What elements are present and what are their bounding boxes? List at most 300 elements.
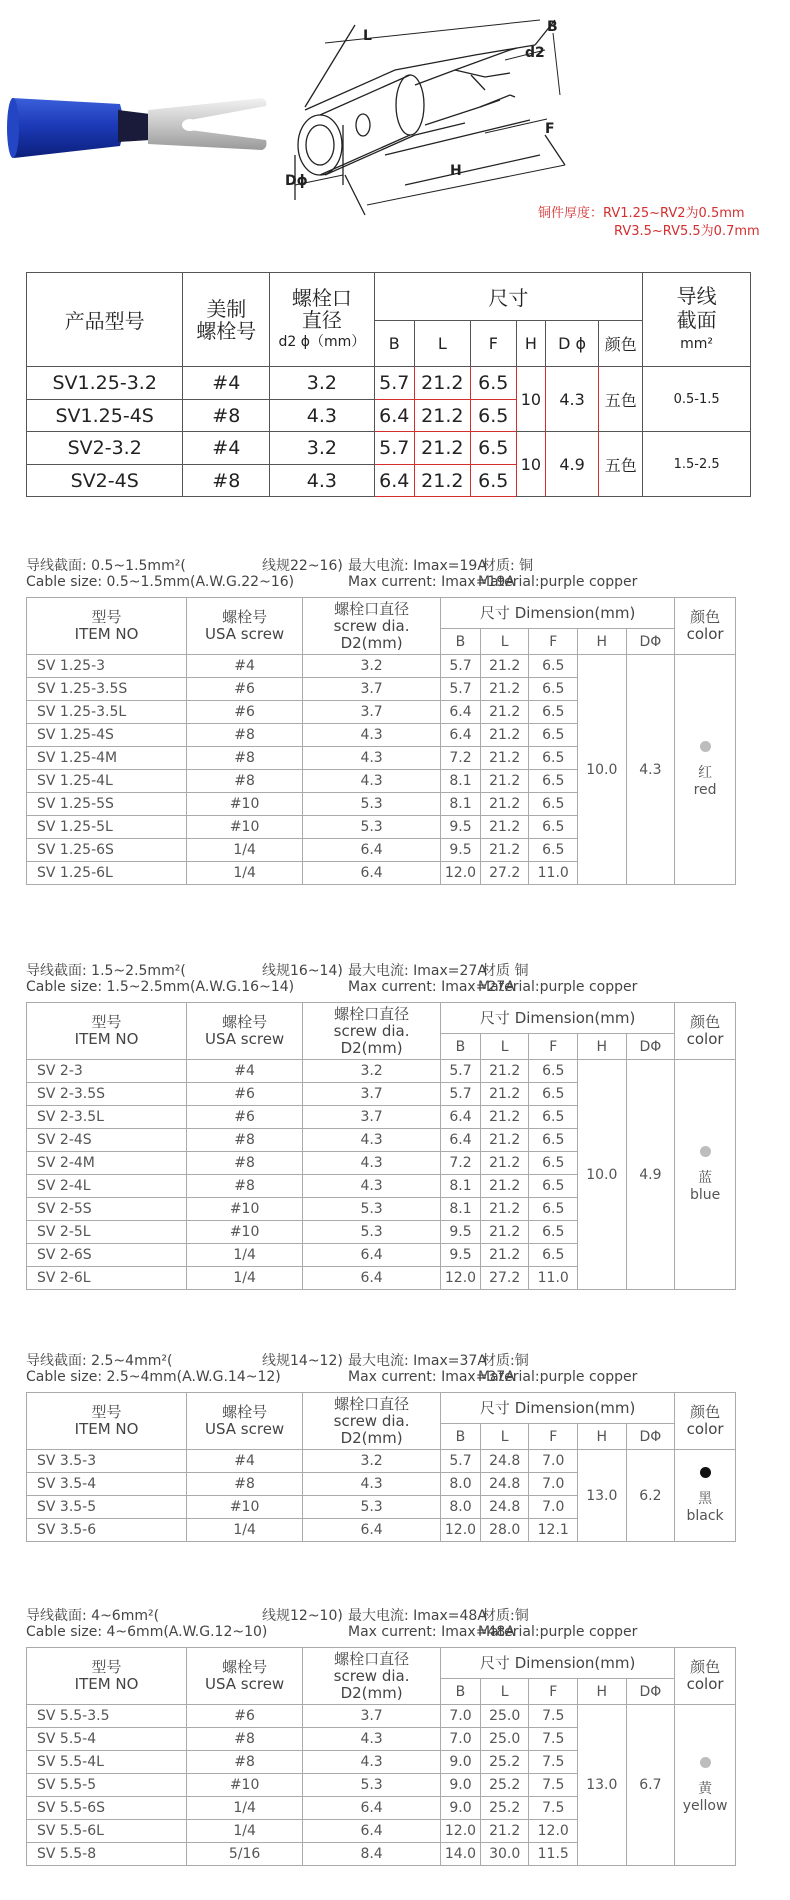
th-screw-dia-unit: d2 ϕ（mm） (278, 333, 366, 350)
th-color (675, 1003, 736, 1060)
cell-item: SV 5.5-8 (27, 1843, 187, 1866)
cell-L: 21.2 (480, 1152, 529, 1175)
cell-H: 10.0 (578, 655, 627, 885)
heading-cn-part: 最大电流: Imax=37A (348, 1353, 487, 1369)
th-screw-dia-cn: 螺栓口 直径 (291, 285, 352, 332)
th-L: L (415, 321, 471, 367)
cell-L: 21.2 (415, 432, 471, 465)
cell-d2: 4.3 (303, 747, 441, 770)
cell-B: 9.5 (441, 1221, 481, 1244)
cell-F: 7.0 (529, 1473, 578, 1496)
header-text: color (686, 1675, 724, 1693)
cell-F: 7.5 (529, 1797, 578, 1820)
cell-B: 12.0 (441, 1820, 481, 1843)
cell-item: SV 2-4S (27, 1129, 187, 1152)
label-F: F (545, 121, 555, 137)
header-text: D2(mm) (340, 1038, 403, 1057)
cell-screw: #4 (183, 367, 270, 400)
header-text: ITEM NO (74, 1030, 139, 1048)
th-color (675, 1393, 736, 1450)
cell-screw: #8 (187, 1751, 303, 1774)
heading-cn-part: 材质: 铜 (482, 558, 534, 574)
cell-F: 6.5 (529, 655, 578, 678)
table-row (27, 655, 736, 678)
cell-L: 30.0 (480, 1843, 529, 1866)
cell-screw: #10 (187, 1198, 303, 1221)
cell-screw: #4 (187, 1450, 303, 1473)
cell-F: 6.5 (529, 1152, 578, 1175)
cell-L: 21.2 (480, 1244, 529, 1267)
cell-screw: 1/4 (187, 1820, 303, 1843)
cell-item: SV 2-5L (27, 1221, 187, 1244)
cell-B: 5.7 (374, 367, 415, 400)
cell-d2: 6.4 (303, 1820, 441, 1843)
cell-screw: #6 (187, 678, 303, 701)
cell-B: 9.5 (441, 1244, 481, 1267)
th-dim-col: L (480, 629, 529, 655)
terminal-photo (0, 70, 280, 170)
header-text: 颜色 (690, 1658, 721, 1676)
cell-item: SV 1.25-3 (27, 655, 187, 678)
header-text: screw dia. (333, 1021, 410, 1040)
cell-screw: #8 (187, 1152, 303, 1175)
cell-F: 6.5 (470, 367, 516, 400)
header-text: 型号 (91, 1403, 122, 1421)
cell-screw: 1/4 (187, 1244, 303, 1267)
cell-d2: 3.2 (270, 432, 374, 465)
cell-L: 21.2 (480, 770, 529, 793)
header-text: 颜色 (690, 1013, 721, 1031)
cell-screw: #8 (183, 465, 270, 497)
cell-item: SV 1.25-3.5L (27, 701, 187, 724)
header-text: 型号 (91, 608, 122, 626)
th-dimension: 尺寸 Dimension(mm) (441, 1003, 675, 1034)
cell-F: 11.0 (529, 862, 578, 885)
heading-cn-part: 最大电流: Imax=27A (348, 963, 487, 979)
label-d2: d2 (525, 45, 545, 61)
cell-B: 12.0 (441, 862, 481, 885)
header-text: D2(mm) (340, 1683, 403, 1702)
cell-d2: 4.3 (303, 770, 441, 793)
header-text: 螺栓口直径 (334, 1649, 410, 1668)
cell-d2: 6.4 (303, 862, 441, 885)
table-row (27, 1450, 736, 1473)
cell-B: 9.5 (441, 816, 481, 839)
cell-D: 4.3 (545, 367, 598, 432)
cell-L: 25.2 (480, 1797, 529, 1820)
cell-model: SV2-4S (27, 465, 183, 497)
cell-B: 9.0 (441, 1751, 481, 1774)
cell-L: 21.2 (480, 724, 529, 747)
cell-D: 4.9 (626, 1060, 675, 1290)
header-text: color (686, 625, 724, 643)
th-dim-col: H (578, 1424, 627, 1450)
heading-cn-part: 材质 铜 (482, 963, 529, 979)
cell-color: 五色 (599, 432, 643, 497)
cell-L: 21.2 (480, 655, 529, 678)
cell-L: 24.8 (480, 1450, 529, 1473)
cell-screw: #6 (187, 1083, 303, 1106)
th-screw (187, 1003, 303, 1060)
table-row (27, 367, 751, 400)
color-dot-icon (700, 741, 711, 752)
th-dim-col: H (578, 629, 627, 655)
cell-B: 5.7 (374, 432, 415, 465)
cell-B: 8.0 (441, 1496, 481, 1519)
cell-B: 9.0 (441, 1774, 481, 1797)
cell-d2: 3.7 (303, 678, 441, 701)
color-en: blue (689, 1187, 721, 1203)
th-F: F (470, 321, 516, 367)
cell-item: SV 2-3.5L (27, 1106, 187, 1129)
cell-screw: #8 (187, 1175, 303, 1198)
cell-d2: 5.3 (303, 816, 441, 839)
cell-L: 21.2 (480, 678, 529, 701)
color-dot-icon (700, 1467, 711, 1478)
header-text: 螺栓号 (222, 1013, 268, 1031)
cell-F: 6.5 (529, 701, 578, 724)
th-H: H (516, 321, 545, 367)
table-header-row (27, 598, 736, 629)
cell-F: 6.5 (529, 1198, 578, 1221)
cell-screw: #4 (187, 1060, 303, 1083)
cell-d2: 3.7 (303, 1106, 441, 1129)
color-cn: 黄 (698, 1780, 713, 1797)
th-dim-col: DΦ (626, 1424, 675, 1450)
cell-item: SV 2-3 (27, 1060, 187, 1083)
cell-L: 27.2 (480, 1267, 529, 1290)
header-text: 型号 (91, 1658, 122, 1676)
cell-B: 5.7 (441, 655, 481, 678)
th-D: D ϕ (545, 321, 598, 367)
cell-B: 6.4 (441, 1129, 481, 1152)
th-dim-col: F (529, 1034, 578, 1060)
cell-item: SV 5.5-4 (27, 1728, 187, 1751)
cell-screw: #10 (187, 1221, 303, 1244)
cell-F: 7.0 (529, 1496, 578, 1519)
cell-color (675, 655, 736, 885)
cell-L: 21.2 (480, 1221, 529, 1244)
cell-F: 6.5 (529, 793, 578, 816)
cell-L: 21.2 (415, 400, 471, 432)
cell-B: 7.2 (441, 1152, 481, 1175)
label-D: Dϕ (285, 173, 308, 189)
header-text: ITEM NO (74, 1420, 139, 1438)
cell-d2: 5.3 (303, 1198, 441, 1221)
cell-item: SV 2-4L (27, 1175, 187, 1198)
cell-B: 5.7 (441, 1450, 481, 1473)
cell-L: 25.0 (480, 1705, 529, 1728)
cell-screw: #8 (187, 770, 303, 793)
header-text: screw dia. (333, 1411, 410, 1430)
cell-H: 10.0 (578, 1060, 627, 1290)
cell-H: 13.0 (578, 1705, 627, 1866)
th-dim-col: H (578, 1679, 627, 1705)
color-en: yellow (682, 1797, 728, 1814)
th-dim-col: B (441, 1679, 481, 1705)
cell-B: 12.0 (441, 1519, 481, 1542)
cell-H: 10 (516, 432, 545, 497)
cell-F: 12.0 (529, 1820, 578, 1843)
cell-d2: 3.2 (303, 655, 441, 678)
cell-screw: #4 (183, 432, 270, 465)
th-dim-col: F (529, 629, 578, 655)
heading-cn-part: 材质:铜 (482, 1353, 529, 1369)
cell-L: 27.2 (480, 862, 529, 885)
header-text: USA screw (204, 1030, 285, 1048)
label-H: H (450, 163, 462, 179)
cell-d2: 5.3 (303, 1221, 441, 1244)
cell-d2: 5.3 (303, 793, 441, 816)
cell-screw: 1/4 (187, 1519, 303, 1542)
color-cn: 蓝 (698, 1170, 713, 1186)
th-item (27, 1003, 187, 1060)
cell-screw: #8 (187, 747, 303, 770)
table-row (27, 1060, 736, 1083)
cell-screw: #10 (187, 793, 303, 816)
cell-B: 5.7 (441, 1083, 481, 1106)
cell-screw: #10 (187, 1496, 303, 1519)
cell-screw: 1/4 (187, 1267, 303, 1290)
cell-L: 21.2 (480, 747, 529, 770)
cell-L: 21.2 (415, 367, 471, 400)
heading-en-part: Cable size: 2.5~4mm(A.W.G.14~12) (26, 1369, 281, 1385)
th-dim-col: L (480, 1034, 529, 1060)
th-color: 颜色 (599, 321, 643, 367)
cell-screw: #6 (187, 701, 303, 724)
cell-screw: 1/4 (187, 1797, 303, 1820)
heading-en-part: Max current: Imax=37A (348, 1369, 515, 1385)
header-text: 螺栓口直径 (334, 1394, 410, 1413)
cell-item: SV 2-3.5S (27, 1083, 187, 1106)
table-header-row (27, 1003, 736, 1034)
heading-en-part: Material:purple copper (478, 979, 638, 995)
th-item (27, 1393, 187, 1450)
header-text: USA screw (204, 1675, 285, 1693)
color-en: black (686, 1508, 724, 1524)
th-model: 产品型号 (27, 273, 183, 367)
table-header-row (27, 1648, 736, 1679)
cell-L: 28.0 (480, 1519, 529, 1542)
th-wire-cn: 导线 截面 (676, 283, 717, 332)
cell-H: 10 (516, 367, 545, 432)
cell-F: 11.0 (529, 1267, 578, 1290)
header-text: USA screw (204, 625, 285, 643)
cell-L: 21.2 (480, 1060, 529, 1083)
header-text: ITEM NO (74, 625, 139, 643)
cell-B: 12.0 (441, 1267, 481, 1290)
cell-B: 8.1 (441, 1198, 481, 1221)
cell-item: SV 2-4M (27, 1152, 187, 1175)
cell-F: 6.5 (470, 432, 516, 465)
cell-d2: 4.3 (303, 1751, 441, 1774)
th-dim-col: DΦ (626, 1679, 675, 1705)
cell-item: SV 2-5S (27, 1198, 187, 1221)
cell-model: SV2-3.2 (27, 432, 183, 465)
cell-B: 5.7 (441, 1060, 481, 1083)
cell-d2: 6.4 (303, 1797, 441, 1820)
heading-cn-part: 导线截面: 0.5~1.5mm²( (26, 558, 186, 574)
th-screw (187, 1393, 303, 1450)
cell-L: 21.2 (480, 839, 529, 862)
cell-item: SV 3.5-6 (27, 1519, 187, 1542)
cell-L: 21.2 (480, 1820, 529, 1843)
heading-en-part: Material:purple copper (478, 574, 638, 590)
th-dia (303, 1648, 441, 1705)
color-en: red (693, 782, 717, 798)
cell-F: 6.5 (529, 839, 578, 862)
th-screw (187, 598, 303, 655)
cell-screw: #8 (183, 400, 270, 432)
cell-d2: 3.2 (270, 367, 374, 400)
header-text: screw dia. (333, 1666, 410, 1685)
th-wire (643, 273, 751, 367)
cell-B: 5.7 (441, 678, 481, 701)
th-dim-col: L (480, 1424, 529, 1450)
cell-item: SV 1.25-4L (27, 770, 187, 793)
thickness-note-line1: 铜件厚度：RV1.25~RV2为0.5mm (538, 206, 745, 221)
header-text: USA screw (204, 1420, 285, 1438)
cell-L: 21.2 (480, 1129, 529, 1152)
cell-L: 21.2 (480, 793, 529, 816)
cell-d2: 4.3 (303, 1175, 441, 1198)
table-header-row (27, 1393, 736, 1424)
cell-F: 6.5 (529, 1083, 578, 1106)
cell-d2: 6.4 (303, 839, 441, 862)
th-dim-col: B (441, 1034, 481, 1060)
top-spec-table (26, 272, 751, 497)
cell-L: 25.2 (480, 1751, 529, 1774)
header-text: screw dia. (333, 616, 410, 635)
th-dia (303, 1393, 441, 1450)
cell-F: 6.5 (529, 770, 578, 793)
cell-d2: 3.7 (303, 1705, 441, 1728)
cell-screw: #10 (187, 1774, 303, 1797)
cell-item: SV 1.25-6S (27, 839, 187, 862)
cell-d2: 4.3 (303, 1129, 441, 1152)
cell-L: 21.2 (480, 701, 529, 724)
header-text: 螺栓号 (222, 1658, 268, 1676)
th-screw-dia (270, 273, 374, 367)
cell-B: 7.2 (441, 747, 481, 770)
cell-L: 21.2 (480, 1175, 529, 1198)
spec-table (26, 597, 736, 885)
heading-en-part: Material:purple copper (478, 1624, 638, 1640)
cell-d2: 3.7 (303, 701, 441, 724)
cell-F: 7.5 (529, 1751, 578, 1774)
th-dimension: 尺寸 Dimension(mm) (441, 598, 675, 629)
th-B: B (374, 321, 415, 367)
cell-L: 24.8 (480, 1473, 529, 1496)
cell-model: SV1.25-4S (27, 400, 183, 432)
cell-d2: 5.3 (303, 1496, 441, 1519)
header-text: D2(mm) (340, 633, 403, 652)
cell-L: 25.0 (480, 1728, 529, 1751)
color-dot-icon (700, 1146, 711, 1157)
spec-table (26, 1392, 736, 1542)
cell-screw: #4 (187, 655, 303, 678)
heading-cn-part: 导线截面: 1.5~2.5mm²( (26, 963, 186, 979)
cell-F: 6.5 (529, 1175, 578, 1198)
cell-item: SV 1.25-6L (27, 862, 187, 885)
th-dia (303, 598, 441, 655)
heading-cn-part: 导线截面: 4~6mm²( (26, 1608, 160, 1624)
heading-cn-part: 线规12~10) (262, 1608, 343, 1624)
cell-B: 8.1 (441, 793, 481, 816)
cell-item: SV 3.5-4 (27, 1473, 187, 1496)
cell-d2: 4.3 (270, 400, 374, 432)
cell-B: 6.4 (441, 701, 481, 724)
cell-B: 8.1 (441, 1175, 481, 1198)
th-dim-col: F (529, 1424, 578, 1450)
cell-screw: #10 (187, 816, 303, 839)
cell-F: 6.5 (529, 1129, 578, 1152)
cell-wire: 0.5-1.5 (643, 367, 751, 432)
cell-screw: #8 (187, 724, 303, 747)
th-color (675, 1648, 736, 1705)
cell-D: 4.3 (626, 655, 675, 885)
cell-F: 6.5 (529, 724, 578, 747)
cell-item: SV 5.5-6S (27, 1797, 187, 1820)
header-text: 螺栓号 (222, 1403, 268, 1421)
cell-D: 6.2 (626, 1450, 675, 1542)
cell-F: 11.5 (529, 1843, 578, 1866)
header-text: color (686, 1420, 724, 1438)
cell-F: 7.5 (529, 1705, 578, 1728)
heading-cn-part: 线规22~16) (262, 558, 343, 574)
cell-B: 9.5 (441, 839, 481, 862)
cell-F: 6.5 (529, 1106, 578, 1129)
color-cn: 红 (698, 765, 713, 781)
cell-item: SV 5.5-5 (27, 1774, 187, 1797)
th-color (675, 598, 736, 655)
header-text: 螺栓口直径 (334, 1004, 410, 1023)
header-text: 螺栓号 (222, 608, 268, 626)
header-text: D2(mm) (340, 1428, 403, 1447)
cell-item: SV 1.25-5L (27, 816, 187, 839)
cell-B: 6.4 (374, 400, 415, 432)
cell-L: 21.2 (480, 1083, 529, 1106)
th-item (27, 598, 187, 655)
cell-color: 五色 (599, 367, 643, 432)
header-text: 螺栓口直径 (334, 599, 410, 618)
cell-color (675, 1450, 736, 1542)
header-text: 颜色 (690, 608, 721, 626)
label-B: B (547, 19, 558, 35)
spec-table (26, 1002, 736, 1290)
cell-screw: #8 (187, 1728, 303, 1751)
cell-screw: #6 (187, 1106, 303, 1129)
cell-F: 6.5 (529, 1221, 578, 1244)
cell-L: 24.8 (480, 1496, 529, 1519)
heading-cn-part: 线规14~12) (262, 1353, 343, 1369)
cell-F: 6.5 (529, 1060, 578, 1083)
cell-L: 25.2 (480, 1774, 529, 1797)
heading-cn-part: 最大电流: Imax=19A (348, 558, 487, 574)
cell-L: 21.2 (480, 1106, 529, 1129)
header-text: 颜色 (690, 1403, 721, 1421)
cell-B: 8.1 (441, 770, 481, 793)
cell-item: SV 5.5-6L (27, 1820, 187, 1843)
cell-item: SV 1.25-3.5S (27, 678, 187, 701)
cell-L: 21.2 (480, 816, 529, 839)
cell-item: SV 2-6L (27, 1267, 187, 1290)
label-L: L (363, 28, 372, 44)
cell-B: 14.0 (441, 1843, 481, 1866)
cell-d2: 4.3 (303, 1728, 441, 1751)
cell-F: 6.5 (529, 1244, 578, 1267)
heading-en-part: Cable size: 4~6mm(A.W.G.12~10) (26, 1624, 268, 1640)
